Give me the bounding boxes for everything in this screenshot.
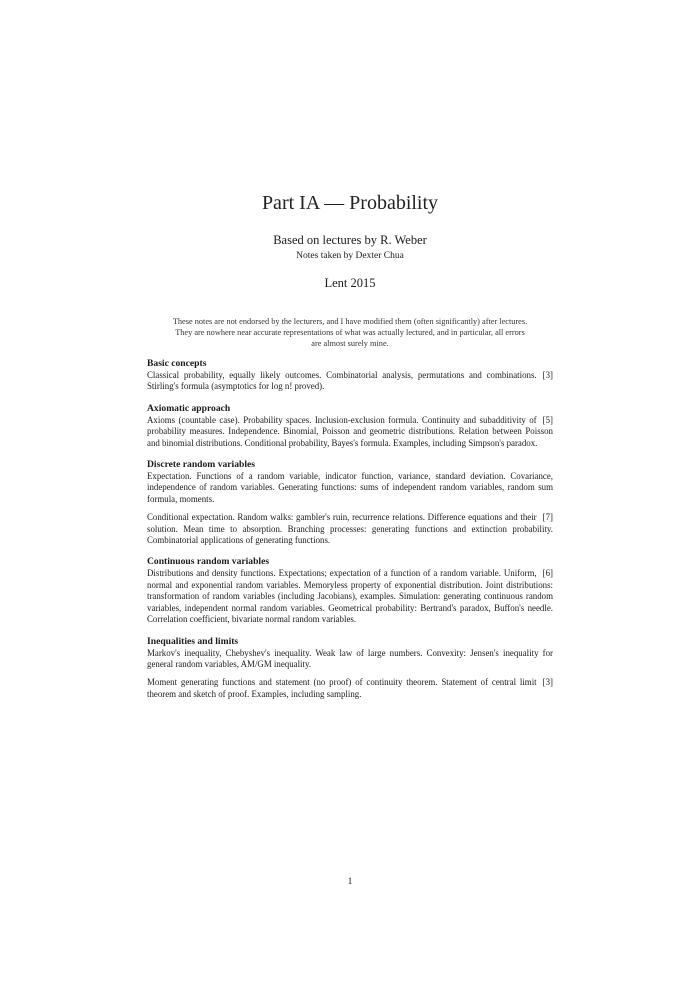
lecture-count: [6] (542, 568, 553, 579)
lecturer-credit: Based on lectures by R. Weber (273, 233, 427, 247)
syllabus-section (147, 358, 553, 393)
lecture-count: [3] (542, 677, 553, 688)
syllabus-section (147, 459, 553, 546)
section-paragraph (147, 568, 553, 625)
syllabus (147, 358, 553, 710)
page-number: 1 (347, 877, 353, 887)
section-heading: Inequalities and limits (147, 635, 239, 647)
section-paragraph (147, 415, 553, 449)
disclaimer-text: These notes are not endorsed by the lecturers, and I have modified them (often significantly) after lectures. They are nowhere near accurate representations of what was actually lectured, and in particular, all errors are almost surely mine. (172, 317, 528, 348)
section-paragraph (147, 677, 553, 700)
lecture-count: [3] (542, 370, 553, 380)
paragraph-text: Moment generating functions and statement (no proof) of continuity theorem. Statement of central limit theorem and sketch of proof. Examples, including sampling. (147, 677, 537, 699)
paragraph-text: Markov's inequality, Chebyshev's inequality. Weak law of large numbers. Convexity: Jensen's inequality for general random variables, AM/GM inequality. (147, 647, 553, 669)
section-heading: Continuous random variables (147, 556, 270, 568)
term-label: Lent 2015 (324, 276, 376, 290)
paragraph-text: Expectation. Functions of a random variable, indicator function, variance, standard deviation. Covariance, independence of random variables. Generating functions: sums of independent random variables, random sum formula, moments. (147, 471, 553, 504)
syllabus-section (147, 403, 553, 449)
paragraph-text: Axioms (countable case). Probability spaces. Inclusion-exclusion formula. Continuity and subadditivity of probability measures. Independence. Binomial, Poisson and geometric distributions. Relation between Poisson and binomial distributions. Conditional probability, Bayes's formula. Examples, including Simpson's paradox. (147, 414, 553, 448)
section-heading: Basic concepts (147, 358, 207, 369)
section-paragraph (147, 512, 553, 546)
document-title: Part IA — Probability (261, 192, 439, 214)
paragraph-text: Conditional expectation. Random walks: gambler's ruin, recurrence relations. Difference equations and their solution. Mean time to absorption. Branching processes: generating functions and extinction probability. Combinatorial applications of generating functions. (147, 512, 553, 546)
section-paragraph (147, 648, 553, 671)
notes-author: Notes taken by Dexter Chua (296, 251, 404, 261)
lecture-count: [5] (542, 414, 553, 425)
section-heading: Discrete random variables (147, 459, 255, 471)
section-paragraph (147, 471, 553, 505)
syllabus-section (147, 636, 553, 701)
paragraph-text: Classical probability, equally likely outcomes. Combinatorial analysis, permutations and combinations. Stirling's formula (asymptotics for log n! proved). (147, 370, 537, 392)
section-heading: Axiomatic approach (147, 402, 231, 414)
section-paragraph (147, 370, 553, 393)
lecture-count: [7] (542, 512, 553, 523)
syllabus-section (147, 556, 553, 625)
paragraph-text: Distributions and density functions. Expectations; expectation of a function of a random variable. Uniform, normal and exponential random variables. Memoryless property of exponential distribution. Joint distributions: transformation of random variables (including Jacobians), examples. Simulation: generating continuous random variables, independent normal random variables. Geometrical probability: Bertrand's paradox, Buffon's needle. Correlation coefficient, bivariate normal random variables. (147, 568, 553, 625)
